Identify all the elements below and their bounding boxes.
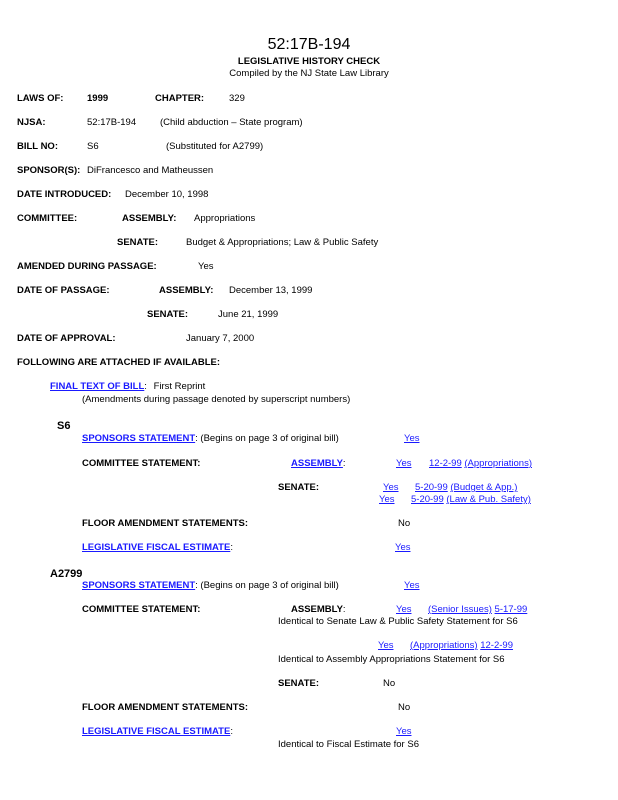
bill-no-note: (Substituted for A2799): [166, 141, 264, 152]
a2799-identical-3: Identical to Fiscal Estimate for S6: [278, 739, 419, 750]
s6-sponsors-note: : (Begins on page 3 of original bill): [195, 433, 339, 444]
s6-floor-amendment-label: FLOOR AMENDMENT STATEMENTS:: [82, 518, 249, 529]
a2799-assembly-date-1-link[interactable]: 5-17-99: [494, 604, 528, 615]
njsa-label: NJSA:: [17, 117, 46, 128]
a2799-assembly-row: [291, 605, 346, 615]
passage-assembly-value: December 13, 1999: [229, 285, 313, 296]
a2799-fiscal-yes-link[interactable]: Yes: [396, 726, 412, 737]
bill-no-value: S6: [87, 141, 99, 152]
a2799-assembly-yes-2-link[interactable]: Yes: [378, 640, 394, 651]
laws-of-value: 1999: [87, 93, 109, 104]
s6-senate-committee-1-link[interactable]: (Budget & App.): [450, 482, 518, 493]
laws-of-label: LAWS OF:: [17, 93, 64, 104]
a2799-fiscal-colon: :: [230, 726, 233, 737]
final-text-link[interactable]: FINAL TEXT OF BILL: [50, 381, 145, 392]
a2799-assembly-detail-1: [428, 605, 527, 615]
a2799-identical-1: Identical to Senate Law & Public Safety Statement for S6: [278, 616, 518, 627]
a2799-assembly-committee-2-link[interactable]: (Appropriations): [410, 640, 478, 651]
s6-assembly-yes-link[interactable]: Yes: [396, 458, 412, 469]
a2799-senate-label: SENATE:: [278, 678, 319, 689]
a2799-sponsors-row: [82, 581, 339, 591]
sponsors-value: DiFrancesco and Matheussen: [87, 165, 214, 176]
s6-assembly-colon: :: [342, 458, 346, 469]
committee-assembly-value: Appropriations: [194, 213, 256, 224]
chapter-value: 329: [229, 93, 245, 104]
s6-assembly-row: [291, 459, 346, 469]
s6-senate-label: SENATE:: [278, 482, 319, 493]
final-text-note: (Amendments during passage denoted by superscript numbers): [82, 394, 351, 405]
s6-heading: S6: [57, 420, 71, 432]
amended-value: Yes: [198, 261, 214, 272]
a2799-fiscal-estimate-link[interactable]: LEGISLATIVE FISCAL ESTIMATE: [82, 726, 231, 737]
s6-sponsors-yes-link[interactable]: Yes: [404, 433, 420, 444]
a2799-fiscal-row: [82, 727, 233, 737]
date-of-passage-label: DATE OF PASSAGE:: [17, 285, 110, 296]
final-text-value: First Reprint: [153, 381, 206, 392]
s6-fiscal-estimate-link[interactable]: LEGISLATIVE FISCAL ESTIMATE: [82, 542, 231, 553]
committee-assembly-label: ASSEMBLY:: [122, 213, 177, 224]
committee-senate-value: Budget & Appropriations; Law & Public Safety: [186, 237, 379, 248]
chapter-label: CHAPTER:: [155, 93, 205, 104]
a2799-floor-amendment-label: FLOOR AMENDMENT STATEMENTS:: [82, 702, 249, 713]
a2799-assembly-colon: :: [342, 604, 346, 615]
a2799-assembly-detail-2: [410, 641, 513, 651]
date-of-approval-value: January 7, 2000: [186, 333, 255, 344]
a2799-senate-value: No: [383, 678, 396, 689]
s6-senate-yes-1-link[interactable]: Yes: [383, 482, 399, 493]
amended-label: AMENDED DURING PASSAGE:: [17, 261, 157, 272]
passage-senate-label: SENATE:: [147, 309, 188, 320]
date-introduced-value: December 10, 1998: [125, 189, 209, 200]
a2799-assembly-committee-1-link[interactable]: (Senior Issues): [428, 604, 492, 615]
committee-senate-label: SENATE:: [117, 237, 158, 248]
s6-assembly-detail: [429, 459, 532, 469]
s6-senate-detail-2: [411, 495, 531, 505]
njsa-description: (Child abduction – State program): [160, 117, 303, 128]
s6-committee-statement-label: COMMITTEE STATEMENT:: [82, 458, 201, 469]
s6-senate-detail-1: [415, 483, 517, 493]
s6-fiscal-yes-link[interactable]: Yes: [395, 542, 411, 553]
a2799-assembly-label: ASSEMBLY: [291, 604, 343, 615]
s6-assembly-date-link[interactable]: 12-2-99: [429, 458, 462, 469]
s6-senate-yes-2-link[interactable]: Yes: [379, 494, 395, 505]
a2799-floor-amendment-value: No: [398, 702, 411, 713]
document-title: LEGISLATIVE HISTORY CHECK: [237, 56, 381, 67]
a2799-sponsors-yes-link[interactable]: Yes: [404, 580, 420, 591]
date-introduced-label: DATE INTRODUCED:: [17, 189, 112, 200]
a2799-sponsors-note: : (Begins on page 3 of original bill): [195, 580, 339, 591]
s6-senate-committee-2-link[interactable]: (Law & Pub. Safety): [446, 494, 531, 505]
s6-fiscal-row: [82, 543, 233, 553]
a2799-identical-2: Identical to Assembly Appropriations Statement for S6: [278, 654, 505, 665]
s6-sponsors-statement-link[interactable]: SPONSORS STATEMENT: [82, 433, 196, 444]
passage-senate-value: June 21, 1999: [218, 309, 279, 320]
a2799-assembly-yes-1-link[interactable]: Yes: [396, 604, 412, 615]
s6-senate-date-1-link[interactable]: 5-20-99: [415, 482, 448, 493]
a2799-committee-statement-label: COMMITTEE STATEMENT:: [82, 604, 201, 615]
sponsors-label: SPONSOR(S):: [17, 165, 81, 176]
s6-assembly-link[interactable]: ASSEMBLY: [291, 458, 343, 469]
njsa-value: 52:17B-194: [87, 117, 137, 128]
a2799-heading: A2799: [50, 568, 83, 580]
compiled-by: Compiled by the NJ State Law Library: [229, 68, 389, 79]
s6-floor-amendment-value: No: [398, 518, 411, 529]
a2799-sponsors-statement-link[interactable]: SPONSORS STATEMENT: [82, 580, 196, 591]
s6-assembly-committee-link[interactable]: (Appropriations): [464, 458, 532, 469]
final-text-row: [50, 382, 205, 392]
bill-no-label: BILL NO:: [17, 141, 58, 152]
statute-title: 52:17B-194: [267, 36, 351, 53]
date-of-approval-label: DATE OF APPROVAL:: [17, 333, 116, 344]
final-text-colon: :: [144, 381, 147, 392]
attached-heading: FOLLOWING ARE ATTACHED IF AVAILABLE:: [17, 357, 220, 368]
passage-assembly-label: ASSEMBLY:: [159, 285, 214, 296]
s6-senate-date-2-link[interactable]: 5-20-99: [411, 494, 444, 505]
a2799-assembly-date-2-link[interactable]: 12-2-99: [480, 640, 513, 651]
committee-label: COMMITTEE:: [17, 213, 78, 224]
s6-fiscal-colon: :: [230, 542, 233, 553]
s6-sponsors-row: [82, 434, 339, 444]
